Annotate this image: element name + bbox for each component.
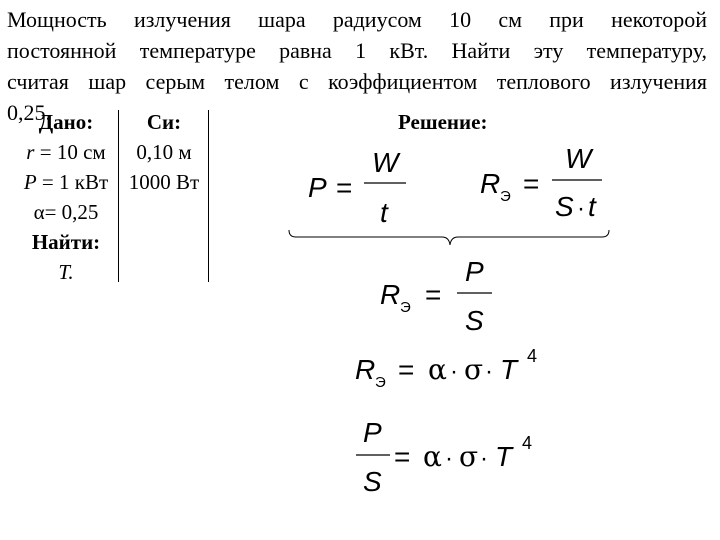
formula-stefan-boltzmann: [355, 346, 537, 391]
f2-W: W: [565, 143, 592, 174]
f4-T: T: [500, 354, 518, 385]
radius-value: = 10 см: [34, 140, 106, 164]
f3-R: R: [380, 279, 401, 310]
f4-eq: =: [398, 354, 415, 385]
f5-P: P: [363, 417, 382, 448]
brace: [289, 230, 609, 245]
radius-symbol: r: [26, 140, 35, 164]
f5-T: T: [495, 441, 513, 472]
si-radius: 0,10 м: [136, 140, 192, 164]
power-symbol: P: [23, 170, 37, 194]
f1-t: t: [380, 197, 388, 228]
f3-S: S: [465, 305, 484, 336]
f2-dot: ·: [577, 195, 585, 222]
f4-alpha: α: [428, 353, 447, 386]
f3-P: P: [465, 256, 484, 287]
formula-final: [356, 417, 532, 497]
find-variable: T.: [58, 260, 74, 284]
f5-sigma: σ: [459, 440, 479, 473]
problem-line-3: считая шар серым телом с коэффициентом теплового излучения: [7, 69, 707, 94]
si-header: Си:: [146, 110, 182, 134]
f2-t: t: [588, 191, 596, 222]
f2-sub: Э: [500, 188, 511, 205]
f4-R: R: [355, 354, 376, 385]
solution-header: Решение:: [398, 110, 488, 134]
f2-eq: =: [523, 168, 540, 199]
find-header: Найти:: [31, 230, 101, 254]
f1-eq: =: [336, 172, 353, 203]
f5-eq: =: [394, 441, 411, 472]
problem-line-4: 0,25.: [7, 100, 51, 125]
given-alpha: α= 0,25: [33, 200, 99, 224]
f1-P: P: [308, 172, 327, 203]
f4-dot1: ·: [450, 358, 458, 385]
f4-sigma: σ: [464, 353, 484, 386]
formula-radiance-2: [380, 256, 492, 336]
f5-dot2: ·: [480, 445, 488, 472]
f2-R: R: [480, 168, 501, 199]
power-value: = 1 кВт: [36, 170, 109, 194]
f5-exp: 4: [522, 433, 533, 453]
f2-S: S: [555, 191, 574, 222]
f4-exp: 4: [527, 346, 538, 366]
f5-S: S: [363, 466, 382, 497]
f5-dot1: ·: [445, 445, 453, 472]
problem-line-2: постоянной температуре равна 1 кВт. Найти эту температуру,: [7, 38, 707, 63]
problem-line-1: Мощность излучения шара радиусом 10 см при некоторой: [7, 7, 707, 32]
formula-radiance-1: [480, 143, 602, 222]
f1-W: W: [372, 147, 399, 178]
f5-alpha: α: [423, 440, 442, 473]
formula-power: [308, 147, 406, 228]
given-header: Дано:: [38, 110, 94, 134]
f3-sub: Э: [400, 299, 411, 316]
f4-dot2: ·: [485, 358, 493, 385]
si-power: 1000 Вт: [128, 170, 200, 194]
f4-sub: Э: [375, 374, 386, 391]
f3-eq: =: [425, 279, 442, 310]
